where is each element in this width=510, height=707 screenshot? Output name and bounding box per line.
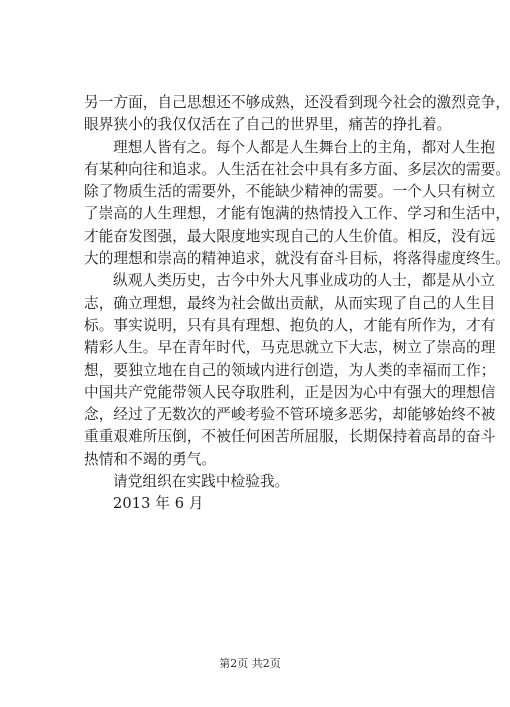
paragraph-2 [84,137,510,271]
closing-block [84,471,464,516]
page-number: 第2页 共2页 [219,657,281,670]
paragraph-line: 纵观人类历史，古今中外大凡事业成功的人士，都是从小立 [113,272,496,290]
paragraph-line: 了崇高的人生理想，才能有饱满的热情投入工作、学习和生活中， [84,205,510,223]
paragraph-3 [84,270,496,471]
closing-line: 请党组织在实践中检验我。 [113,473,290,491]
paragraph-line: 除了物质生活的需要外，不能缺少精神的需要。一个人只有树立 [84,183,496,201]
paragraph-line: 中国共产党能带领人民夺取胜利，正是因为心中有强大的理想信 [84,383,496,401]
paragraph-line: 另一方面，自己思想还不够成熟，还没看到现今社会的激烈竞争， [84,94,510,111]
paragraph-line: 眼界狭小的我仅仅活在了自己的世界里，痛苦的挣扎着。 [84,116,452,134]
paragraph-line: 想，要独立地在自己的领域内进行创造，为人类的幸福而工作； [84,361,496,379]
paragraph-line: 精彩人生。早在青年时代，马克思就立下大志，树立了崇高的理 [84,339,496,357]
paragraph-line: 有某种向往和追求。人生活在社会中具有多方面、多层次的需要。 [84,160,510,178]
paragraph-line: 标。事实说明，只有具有理想、抱负的人，才能有所作为，才有 [84,316,496,334]
paragraph-line: 念，经过了无数次的严峻考验不管环境多恶劣，却能够始终不被 [84,406,496,424]
paragraph-line: 志，确立理想，最终为社会做出贡献，从而实现了自己的人生目 [84,294,496,312]
paragraph-line: 热情和不竭的勇气。 [84,450,217,468]
paragraph-line: 重重艰难所压倒，不被任何困苦所屈服，长期保持着高昂的奋斗 [84,428,496,446]
date-line: 2013 年 6 月 [113,495,204,513]
document-body [84,92,510,516]
paragraph-line: 理想人皆有之。每个人都是人生舞台上的主角，都对人生抱 [113,138,496,156]
paragraph-line: 大的理想和崇高的精神追求，就没有奋斗目标，将落得虚度终生。 [84,250,510,268]
paragraph-line: 才能奋发图强，最大限度地实现自己的人生价值。相反，没有远 [84,227,496,245]
page-footer [0,655,500,671]
paragraph-1 [84,92,510,137]
